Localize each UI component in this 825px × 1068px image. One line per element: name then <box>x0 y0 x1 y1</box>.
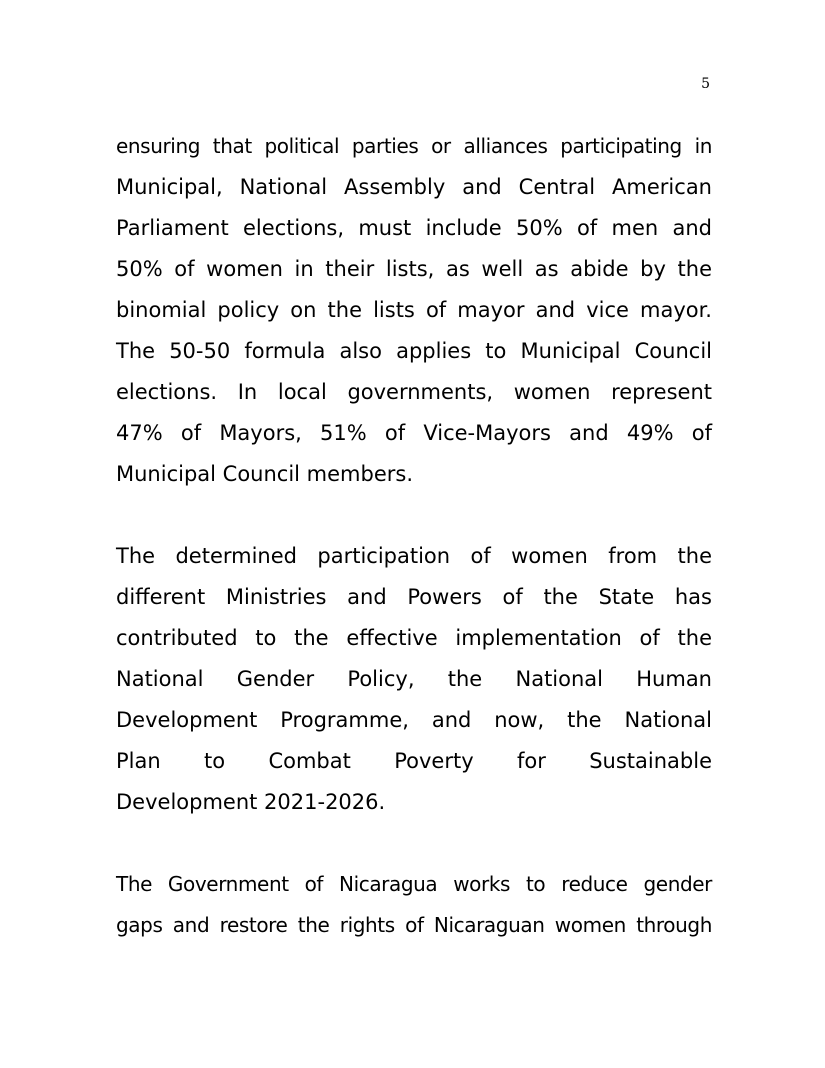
text-line: 47% of Mayors, 51% of Vice-Mayors and 49% of <box>116 421 712 445</box>
text-line: ensuring that political parties or alliances participating in <box>116 134 712 158</box>
page-number: 5 <box>701 76 710 92</box>
text-line: binomial policy on the lists of mayor and vice mayor. <box>116 298 712 322</box>
text-line: 50% of women in their lists, as well as abide by the <box>116 257 712 281</box>
text-line: Plan to Combat Poverty for Sustainable <box>116 749 712 773</box>
text-line: National Gender Policy, the National Human <box>116 667 712 691</box>
text-line: Parliament elections, must include 50% of men and <box>116 216 712 240</box>
text-line: Development 2021-2026. <box>116 790 386 814</box>
text-line: gaps and restore the rights of Nicaraguan women through <box>116 913 712 937</box>
paragraph-1 <box>116 126 712 495</box>
text-line: Municipal, National Assembly and Central American <box>116 175 712 199</box>
paragraph-3 <box>116 864 712 946</box>
text-line: different Ministries and Powers of the State has <box>116 585 712 609</box>
body-text <box>116 126 712 987</box>
text-line: The determined participation of women from the <box>116 544 712 568</box>
text-line: contributed to the effective implementation of the <box>116 626 712 650</box>
text-line: The Government of Nicaragua works to reduce gender <box>116 872 712 896</box>
text-line: Municipal Council members. <box>116 462 414 486</box>
text-line: elections. In local governments, women represent <box>116 380 712 404</box>
text-line: The 50-50 formula also applies to Municipal Council <box>116 339 712 363</box>
text-line: Development Programme, and now, the National <box>116 708 712 732</box>
paragraph-2 <box>116 536 712 823</box>
